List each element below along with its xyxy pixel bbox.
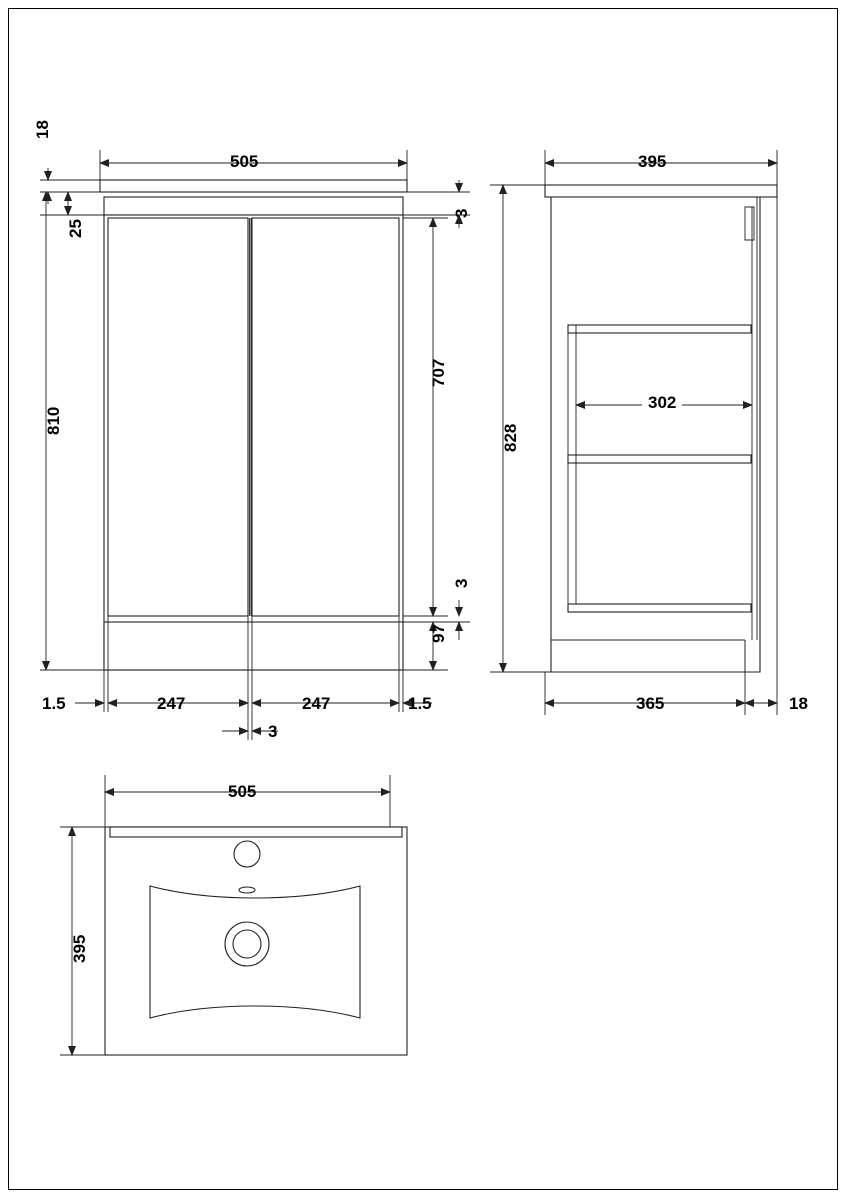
label-front-left-edge: 1.5: [42, 694, 66, 713]
dim-side-bottom: [545, 185, 777, 715]
dim-front-topcap: [40, 168, 100, 204]
label-front-right-edge: 1.5: [408, 694, 432, 713]
label-front-plinth: 97: [429, 624, 448, 643]
front-elevation-geometry: [100, 180, 407, 670]
label-side-height: 828: [501, 423, 520, 452]
label-plan-width: 505: [228, 782, 257, 801]
label-front-door-right: 247: [302, 694, 331, 713]
label-front-topcap: 18: [33, 120, 52, 139]
label-front-door-height: 707: [429, 358, 448, 387]
label-front-top-reveal: 3: [452, 208, 471, 218]
label-front-centre-gap: 3: [268, 722, 278, 741]
dim-front-right-stack: [403, 180, 470, 670]
label-front-bottom-reveal: 3: [452, 578, 471, 588]
plan-view-geometry: [105, 827, 407, 1055]
side-elevation-geometry: [545, 185, 777, 672]
label-plan-depth: 395: [70, 934, 89, 963]
label-front-door-left: 247: [157, 694, 186, 713]
label-front-height: 810: [44, 406, 63, 435]
dim-front-topgap: [40, 192, 104, 215]
label-front-width: 505: [230, 152, 259, 171]
label-side-base-depth: 365: [636, 694, 665, 713]
label-side-toe-recess: 18: [789, 694, 808, 713]
label-side-door-depth: 302: [642, 393, 682, 413]
label-side-depth: 395: [638, 152, 667, 171]
label-front-topgap: 25: [66, 219, 85, 238]
